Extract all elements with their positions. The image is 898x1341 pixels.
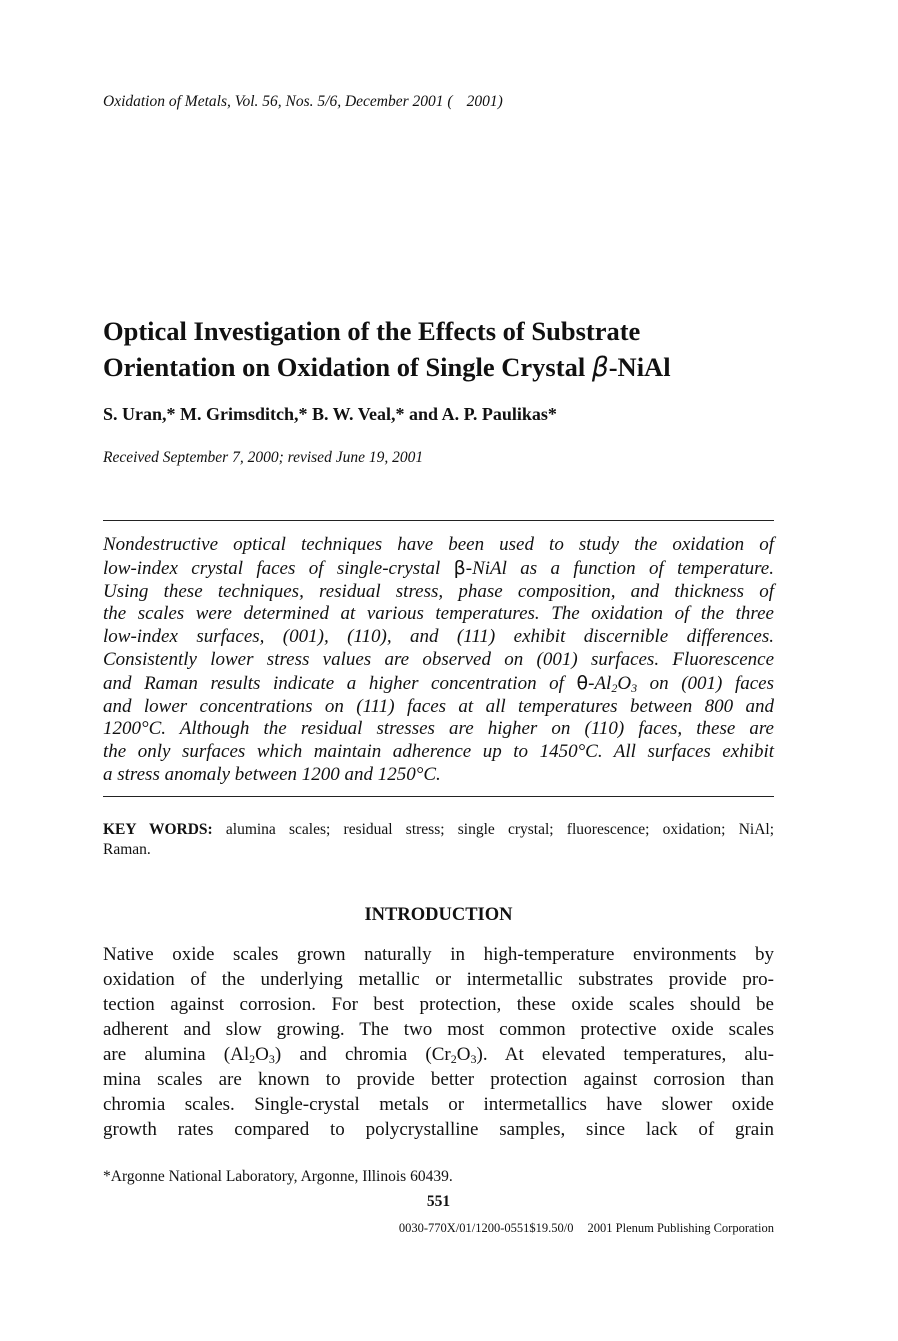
body-line: Native oxide scales grown naturally in high-temperature environments by [103,944,774,965]
abstract-line: 1200°C. Although the residual stresses are higher on (110) faces, these are [103,718,774,740]
subscript: 3 [268,1052,275,1066]
title-line-2 [103,349,803,386]
body-line: chromia scales. Single-crystal metals or intermetallics have slower oxide [103,1094,774,1115]
copyright-code: 0030-770X/01/1200-0551$19.50/0 [398,1221,574,1235]
beta-symbol: β [453,556,466,579]
title-line-2-suffix: -NiAl [608,352,671,382]
article-title [103,313,803,386]
abstract-bottom-rule [103,796,774,797]
journal-citation: Oxidation of Metals, Vol. 56, Nos. 5/6, December 2001 ( [103,93,453,110]
abstract-line: the only surfaces which maintain adherence up to 1450°C. All surfaces exhibit [103,741,774,763]
key-words-label: KEY WORDS: [103,821,213,838]
subscript: 2 [450,1052,457,1066]
key-words-line: Raman. [103,840,151,858]
abstract-line: Nondestructive optical techniques have been used to study the oxidation of [103,534,774,555]
affiliation-footnote: *Argonne National Laboratory, Argonne, Illinois 60439. [103,1168,453,1185]
abstract-line: Using these techniques, residual stress, phase composition, and thickness of [103,580,774,602]
abstract [103,534,774,787]
theta-symbol: θ [576,671,589,694]
body-line: tection against corrosion. For best protection, these oxide scales should be [103,994,774,1015]
body-text: ) and chromia (Cr [274,1044,451,1065]
subscript: 2 [611,680,618,695]
title-line-1: Optical Investigation of the Effects of Substrate [103,316,641,346]
body-text: ). At elevated temperatures, alu- [476,1044,774,1065]
abstract-line: the scales were determined at various temperatures. The oxidation of the three [103,603,774,625]
key-words-text: alumina scales; residual stress; single crystal; fluorescence; oxidation; NiAl; [212,821,774,838]
abstract-line: Consistently lower stress values are observed on (001) surfaces. Fluorescence [103,648,774,670]
journal-header [103,93,503,111]
abstract-text: on (001) faces [637,672,774,694]
body-text: O [255,1044,269,1065]
key-words [103,820,774,859]
introduction-body [103,942,774,1142]
beta-symbol: β [591,352,609,383]
body-line: mina scales are known to provide better protection against corrosion than [103,1069,774,1090]
abstract-line [103,557,774,581]
section-heading-introduction: INTRODUCTION [364,905,513,925]
title-line-2-prefix: Orientation on Oxidation of Single Crystal [103,352,592,382]
body-text: O [456,1044,471,1065]
abstract-text: O [617,672,632,694]
journal-year: 2001) [466,93,503,110]
body-line: growth rates compared to polycrystalline samples, since lack of grain [103,1119,774,1140]
abstract-line: and lower concentrations on (111) faces at all temperatures between 800 and [103,695,774,717]
body-line: adherent and slow growing. The two most common protective oxide scales [103,1019,774,1040]
copyright-line [399,1221,774,1236]
received-dates: Received September 7, 2000; revised June 19, 2001 [103,449,424,466]
abstract-line: low-index surfaces, (001), (110), and (111) exhibit discernible differences. [103,626,774,648]
abstract-text: low-index crystal faces of single-crystal [103,557,454,579]
body-line [103,1042,774,1067]
body-line: oxidation of the underlying metallic or intermetallic substrates provide pro- [103,969,774,990]
body-text: are alumina (Al [103,1044,250,1065]
subscript: 2 [249,1052,256,1066]
abstract-line: a stress anomaly between 1200 and 1250°C. [103,763,441,785]
abstract-line [103,672,774,696]
abstract-top-rule [103,520,774,521]
subscript: 3 [470,1052,477,1066]
key-words-line [103,820,774,840]
page-number: 551 [426,1193,451,1210]
abstract-text: -NiAl as a function of temperature. [465,557,774,579]
abstract-text: -Al [588,672,612,694]
copyright-publisher: 2001 Plenum Publishing Corporation [587,1221,774,1235]
author-list: S. Uran,* M. Grimsditch,* B. W. Veal,* and A. P. Paulikas* [103,404,557,424]
abstract-text: and Raman results indicate a higher concentration of [103,672,577,694]
subscript: 3 [631,680,638,695]
